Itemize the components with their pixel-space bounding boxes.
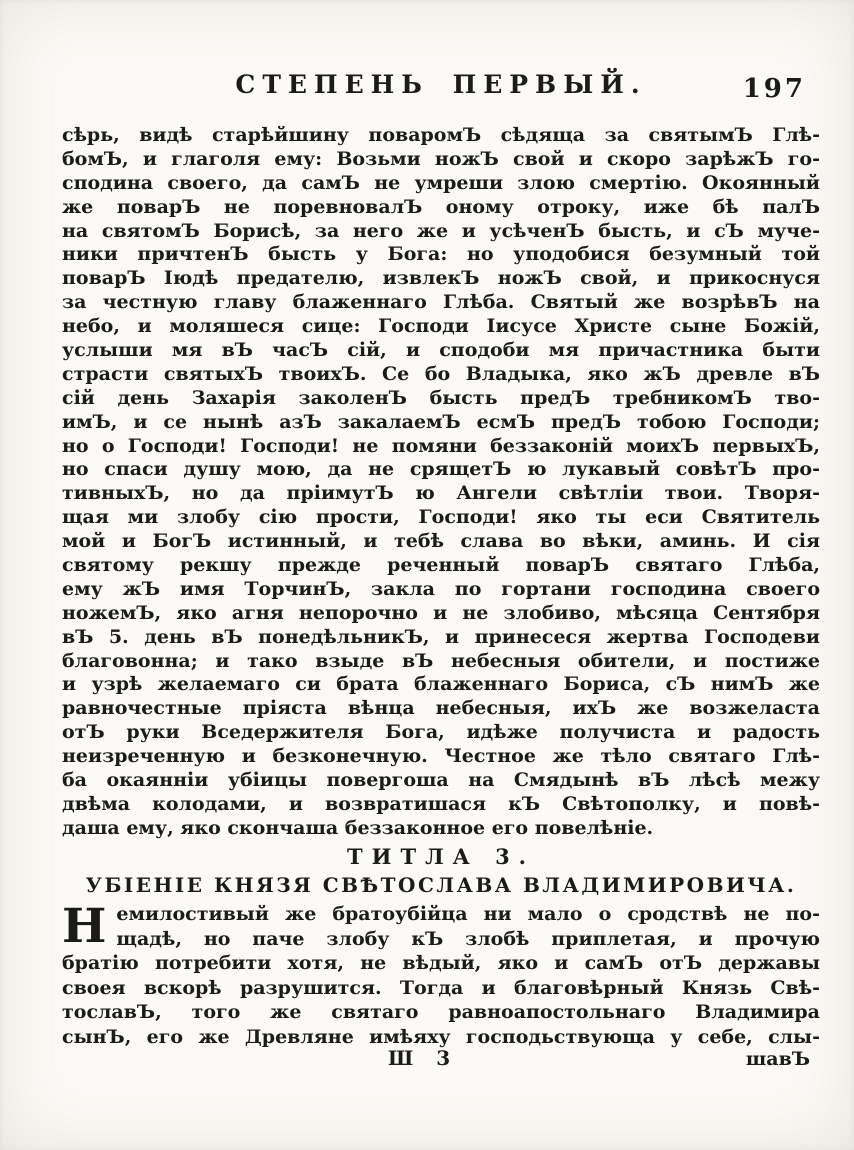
section-subtitle: УБІЕНІЕ КНЯЗЯ СВѢТОСЛАВА ВЛАДИМИРОВИЧА.	[85, 873, 797, 897]
text-line: сѣрь, видѣ старѣйшину поваромЪ сѣдяща за святымЪ Глѣ-	[62, 124, 820, 146]
text-line: мой и БогЪ истинный, и тебѣ слава во вѣки, аминь. И сія	[62, 530, 820, 553]
paragraph-svetoslav	[62, 899, 820, 1049]
text-line: емилостивый же братоубійца ни мало о сродствѣ не по-	[116, 903, 820, 925]
text-line: небо, и моляшеся сице: Господи Іисусе Христе сыне Божій,	[62, 315, 820, 338]
text-line: имЪ, и се нынѣ азЪ закалаемЪ есмЪ предЪ тобою Господи;	[62, 410, 820, 433]
page-footer	[62, 1046, 820, 1074]
text-line: щадѣ, но паче злобу кЪ злобѣ приплетая, и прочую	[116, 927, 820, 950]
text-line: сій день Захарія заколенЪ бысть предЪ требникомЪ тво-	[62, 386, 820, 409]
text-line: ники причтенЪ бысть у Бога: но уподобися безумный той	[62, 243, 820, 266]
section-title: ТИТЛА 3.	[346, 844, 535, 869]
text-line: тославЪ, того же святаго равноапостольнаго Владимира	[62, 1001, 820, 1023]
text-line: за честную главу блаженнаго Глѣба. Святый же возрѣвЪ на	[62, 291, 820, 314]
text-line: и узрѣ желаемаго си брата блаженнаго Бориса, сЪ нимЪ же	[62, 673, 820, 696]
signature-mark: Ш 3	[387, 1046, 459, 1070]
page-title: СТЕПЕНЬ ПЕРВЫЙ.	[235, 69, 647, 100]
text-line: святому рекшу прежде реченный поварЪ святаго Глѣба,	[62, 554, 820, 577]
text-line: но о Господи! Господи! не помяни беззаконій моихЪ первыхЪ,	[62, 434, 820, 457]
text-line: же поварЪ не поревновалЪ оному отроку, иже бѣ палЪ	[62, 195, 820, 218]
text-line: но спаси душу мою, да не срящетЪ ю лукавый совѣтЪ про-	[62, 458, 820, 481]
text-line: ножемЪ, яко агня непорочно и не злобиво, мѣсяца Сентября	[62, 601, 820, 624]
text-line: бомЪ, и глаголя ему: Возьми ножЪ свой и скоро зарѣжЪ го-	[62, 147, 820, 170]
text-line: вЪ 5. день вЪ понедѣльникЪ, и принесеся жертва Господеви	[62, 625, 820, 648]
text-line: братію потребити хотя, не вѣдый, яко и самЪ отЪ державы	[62, 952, 820, 974]
running-head	[62, 70, 820, 112]
text-line: благовонна; и тако взыде вЪ небесныя обители, и постиже	[62, 649, 820, 672]
text-line: на святомЪ Борисѣ, за него же и усѣченЪ бысть, и сЪ муче-	[62, 219, 820, 242]
text-line: сынЪ, его же Древляне имѣяху господьствующа у себе, слы-	[62, 1025, 820, 1048]
text-line: поварЪ Іюдѣ предателю, извлекЪ ножЪ свой, и прикоснуся	[62, 267, 820, 290]
text-line: равночестные пріяста вѣнца небесныя, ихЪ же возжеласта	[62, 697, 820, 720]
catchword: шавЪ	[745, 1048, 810, 1070]
page-number: 197	[742, 74, 806, 104]
text-line: даша ему, яко скончаша беззаконное его повелѣніе.	[62, 816, 654, 839]
text-line: своея вскорѣ разрушится. Тогда и благовѣрный Князь Свѣ-	[62, 976, 820, 999]
text-line: услыши мя вЪ часЪ сій, и сподоби мя причастника быти	[62, 339, 820, 362]
text-line: страсти святыхЪ твоихЪ. Се бо Владыка, яко жЪ древле вЪ	[62, 362, 820, 385]
text-line: ба окаянніи убіицы повергоша на Смядынѣ вЪ лѣсѣ межу	[62, 769, 820, 792]
text-line: неизреченную и безконечную. Честное же тѣло святаго Глѣ-	[62, 745, 820, 768]
drop-cap-initial: Н	[62, 899, 107, 954]
text-line: сподина своего, да самЪ не умреши злою смертію. Окоянный	[62, 171, 820, 194]
text-line: тивныхЪ, но да пріимутЪ ю Ангели свѣтліи твои. Творя-	[62, 482, 820, 505]
text-line: двѣма колодами, и возвратишася кЪ Свѣтополку, и повѣ-	[62, 792, 820, 815]
text-line: отЪ руки Вседержителя Бога, идѣже получиста и радость	[62, 721, 820, 744]
text-line: щая ми злобу сію прости, Господи! яко ты еси Святитель	[62, 506, 820, 529]
text-line: ему жЪ имя ТорчинЪ, закла по гортани господина своего	[62, 577, 820, 600]
paragraph-svetoslav-lines	[62, 899, 820, 1049]
paragraph-gleb-martyrdom	[62, 124, 820, 841]
